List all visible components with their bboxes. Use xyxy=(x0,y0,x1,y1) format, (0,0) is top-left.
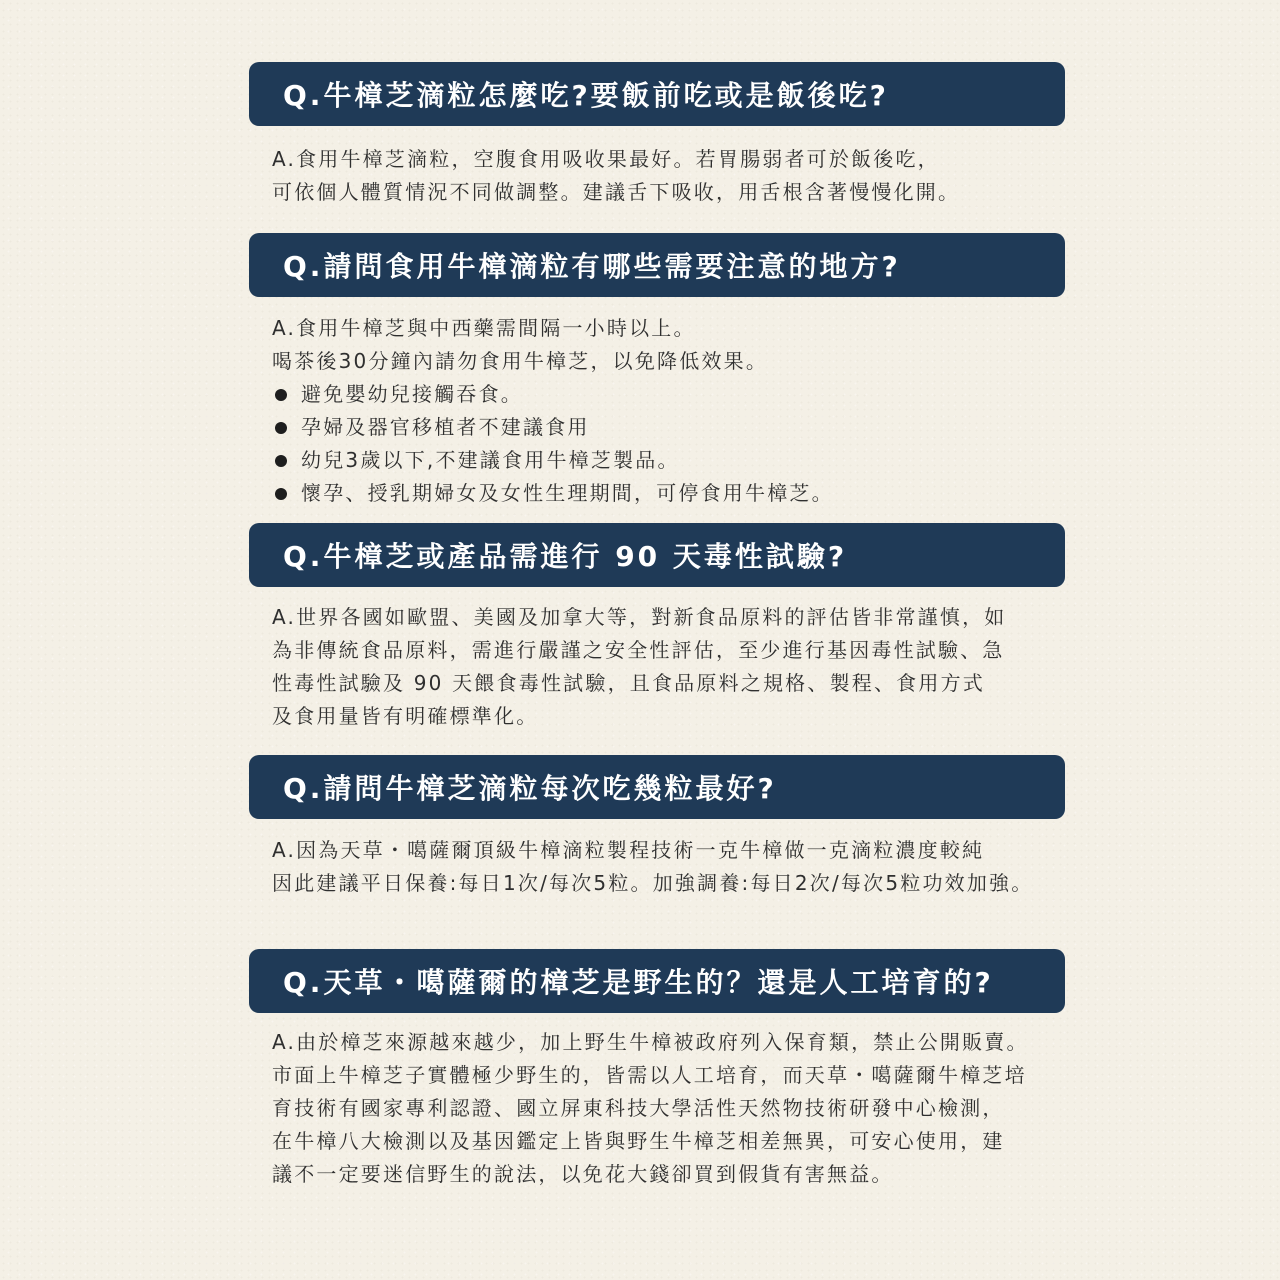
question-text: Q.牛樟芝滴粒怎麼吃?要飯前吃或是飯後吃? xyxy=(283,79,889,112)
answer-line: 喝茶後30分鐘內請勿食用牛樟芝，以免降低效果。 xyxy=(272,349,769,373)
answer-line: 及食用量皆有明確標準化。 xyxy=(272,704,539,728)
answer-line: A.食用牛樟芝與中西藥需間隔一小時以上。 xyxy=(272,316,696,340)
question-text: Q.請問食用牛樟滴粒有哪些需要注意的地方? xyxy=(283,250,901,283)
answer-line: 育技術有國家專利認證、國立屏東科技大學活性天然物技術研發中心檢測， xyxy=(272,1096,1005,1120)
question-bar xyxy=(249,62,1065,126)
question-bar xyxy=(249,949,1065,1013)
answer-block xyxy=(272,1026,1112,1191)
bullet-text: 孕婦及器官移植者不建議食用 xyxy=(301,415,590,439)
bullet-dot-icon xyxy=(275,455,287,467)
question-bar xyxy=(249,755,1065,819)
question-text: Q.天草・噶薩爾的樟芝是野生的？還是人工培育的? xyxy=(283,966,994,999)
answer-line: 性毒性試驗及 90 天餵食毒性試驗，且食品原料之規格、製程、食用方式 xyxy=(272,671,985,695)
question-text: Q.請問牛樟芝滴粒每次吃幾粒最好? xyxy=(283,772,777,805)
question-bar xyxy=(249,523,1065,587)
bullet-text: 幼兒3歲以下,不建議食用牛樟芝製品。 xyxy=(301,448,680,472)
answer-line: A.世界各國如歐盟、美國及加拿大等，對新食品原料的評估皆非常謹慎，如 xyxy=(272,605,1007,629)
answer-line: 因此建議平日保養:每日1次/每次5粒。加強調養:每日2次/每次5粒功效加強。 xyxy=(272,871,1034,895)
answer-block xyxy=(272,834,1112,900)
bullet-item xyxy=(272,477,1112,510)
answer-line: 為非傳統食品原料，需進行嚴謹之安全性評估，至少進行基因毒性試驗、急 xyxy=(272,638,1005,662)
bullet-dot-icon xyxy=(275,488,287,500)
answer-line: 市面上牛樟芝子實體極少野生的，皆需以人工培育，而天草・噶薩爾牛樟芝培 xyxy=(272,1063,1027,1087)
answer-block xyxy=(272,601,1112,733)
answer-block xyxy=(272,312,1112,510)
answer-line: 可依個人體質情況不同做調整。建議舌下吸收，用舌根含著慢慢化開。 xyxy=(272,180,961,204)
bullet-item xyxy=(272,444,1112,477)
answer-line: A.食用牛樟芝滴粒，空腹食用吸收果最好。若胃腸弱者可於飯後吃， xyxy=(272,147,940,171)
answer-line: A.因為天草・噶薩爾頂級牛樟滴粒製程技術一克牛樟做一克滴粒濃度較純 xyxy=(272,838,985,862)
answer-block xyxy=(272,143,1112,209)
bullet-dot-icon xyxy=(275,389,287,401)
bullet-text: 避免嬰幼兒接觸吞食。 xyxy=(301,382,523,406)
bullet-item xyxy=(272,411,1112,444)
answer-line: 議不一定要迷信野生的說法，以免花大錢卻買到假貨有害無益。 xyxy=(272,1162,894,1186)
answer-line: 在牛樟八大檢測以及基因鑑定上皆與野生牛樟芝相差無異，可安心使用，建 xyxy=(272,1129,1005,1153)
question-text: Q.牛樟芝或產品需進行 90 天毒性試驗? xyxy=(283,540,848,573)
question-bar xyxy=(249,233,1065,297)
bullet-text: 懷孕、授乳期婦女及女性生理期間，可停食用牛樟芝。 xyxy=(301,481,834,505)
answer-line: A.由於樟芝來源越來越少，加上野生牛樟被政府列入保育類，禁止公開販賣。 xyxy=(272,1030,1029,1054)
bullet-item xyxy=(272,378,1112,411)
bullet-dot-icon xyxy=(275,422,287,434)
